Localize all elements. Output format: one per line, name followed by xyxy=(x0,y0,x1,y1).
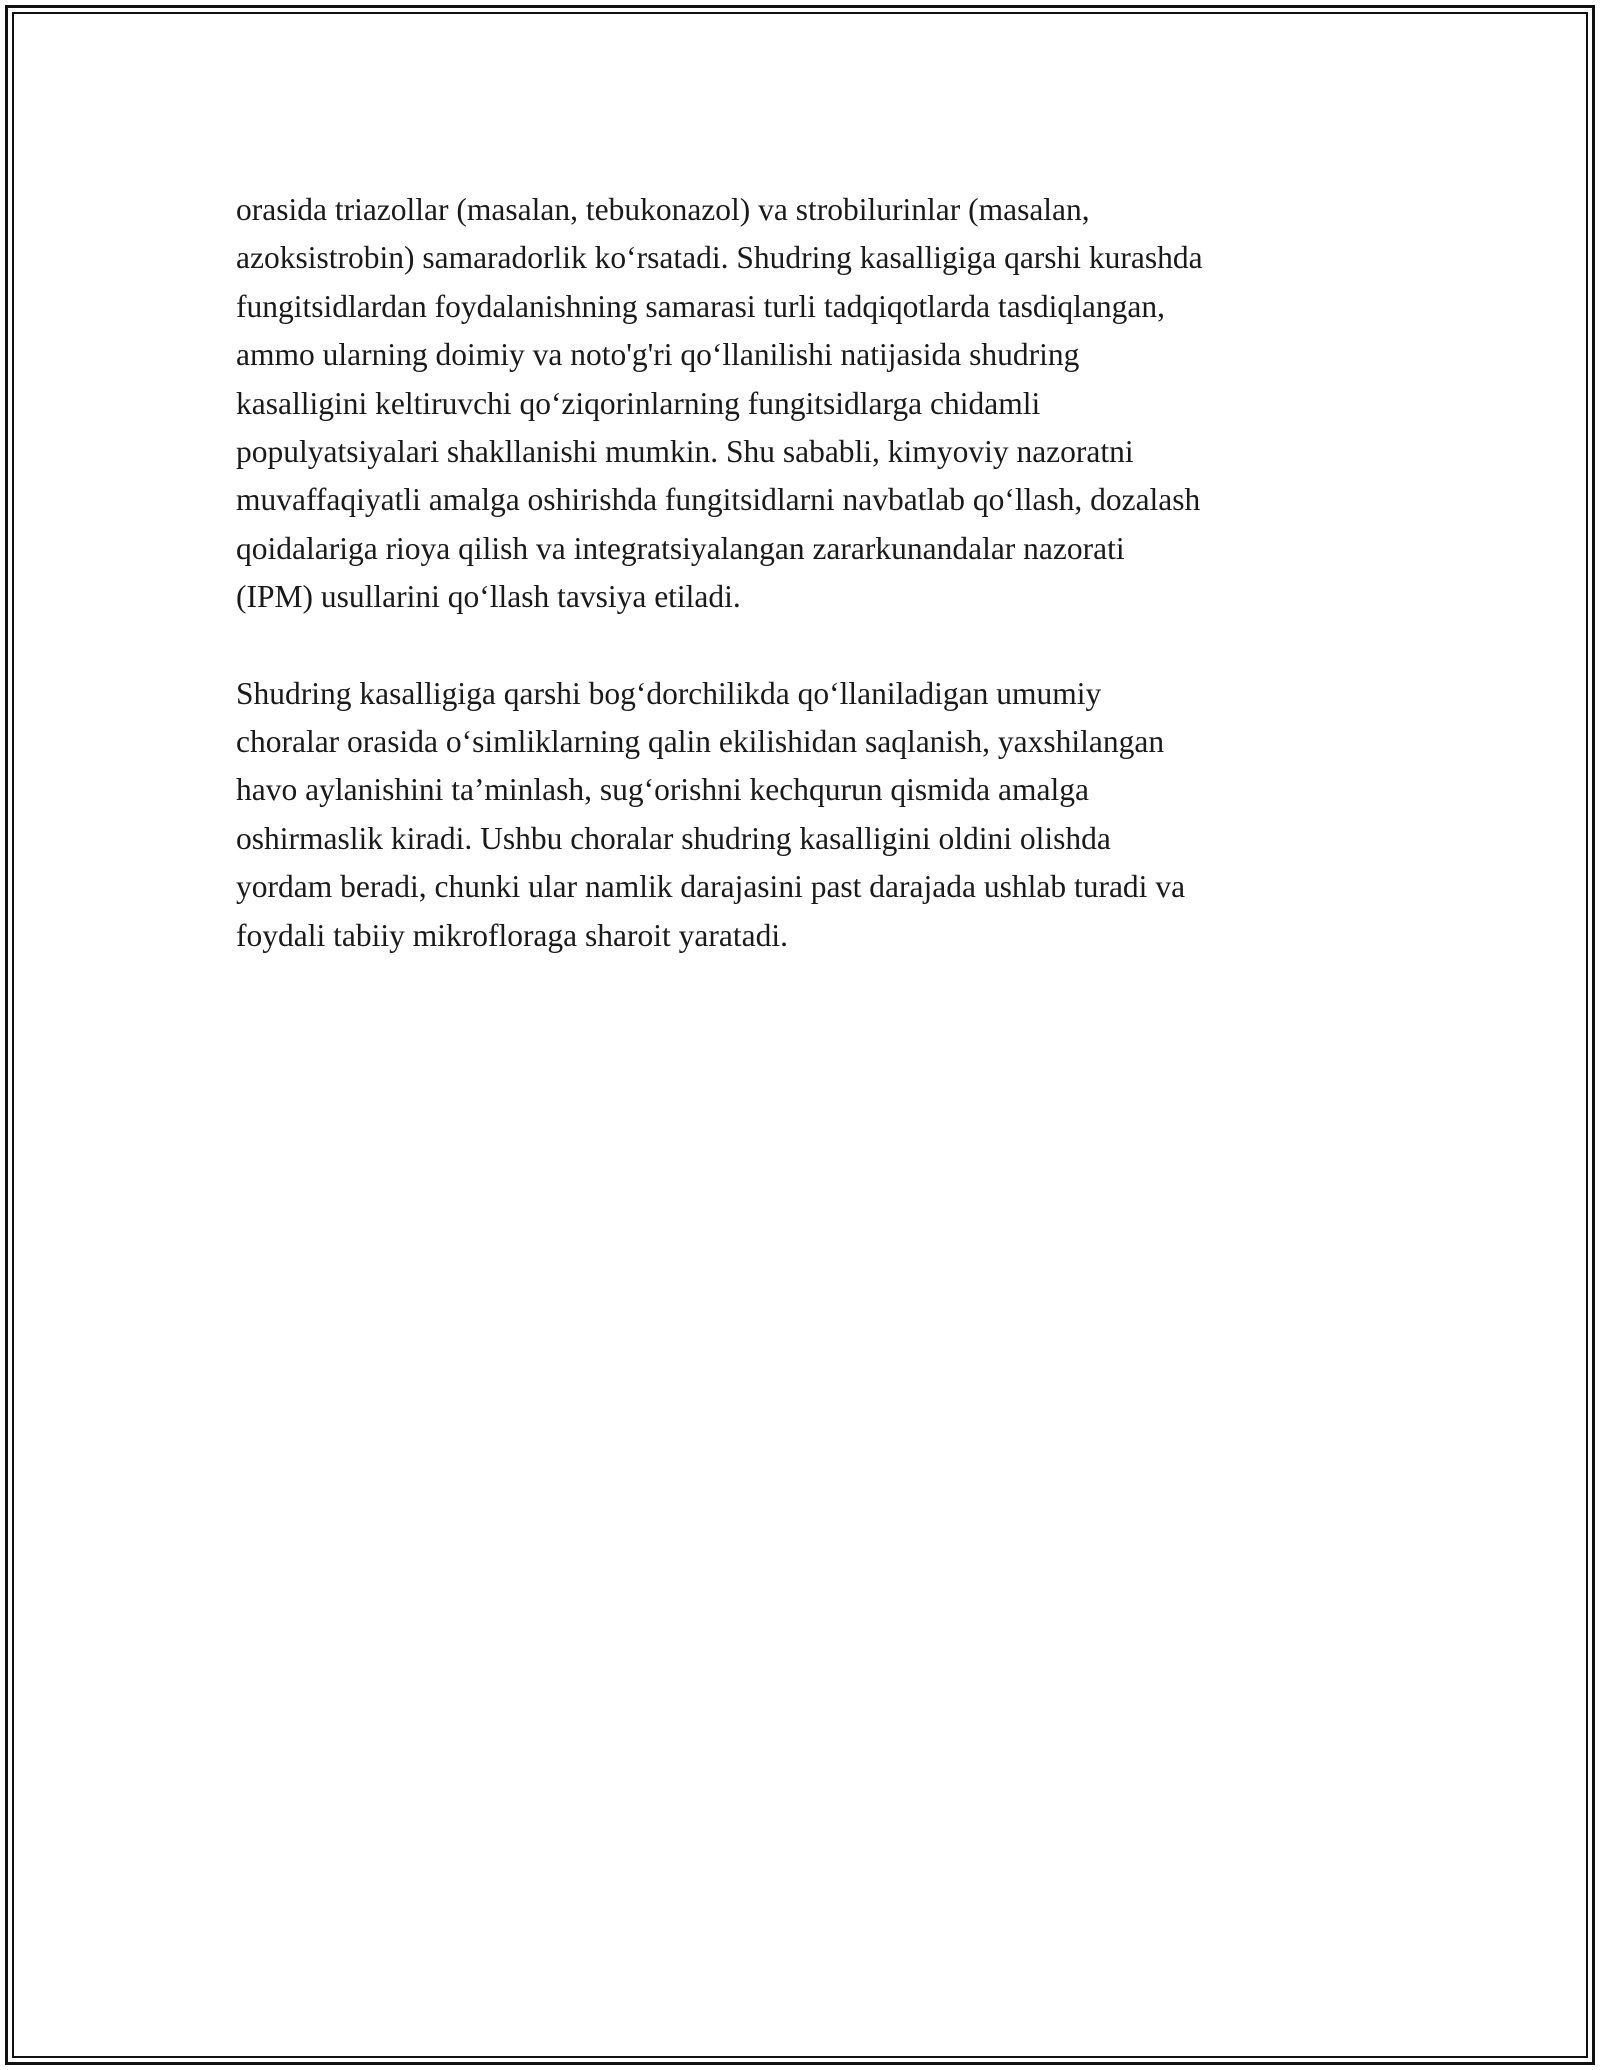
paragraph-horticulture-measures: Shudring kasalligiga qarshi bog‘dorchilikda qo‘llaniladigan umumiy choralar orasida o‘simliklarning qalin ekilishidan saqlanish, yaxshilangan havo aylanishini ta’minlash, sug‘orishni kechqurun qismida amalga oshirmaslik kiradi. Ushbu choralar shudring kasalligini oldini olishda yordam beradi, chunki ular namlik darajasini past darajada ushlab turadi va foydali tabiiy mikrofloraga sharoit yaratadi. xyxy=(236,675,1186,953)
paragraph-fungicides: orasida triazollar (masalan, tebukonazol) va strobilurinlar (masalan, azoksistrobin) samaradorlik ko‘rsatadi. Shudring kasalligiga qarshi kurashda fungitsidlardan foydalanishning samarasi turli tadqiqotlarda tasdiqlangan, ammo ularning doimiy va noto'g'ri qo‘llanilishi natijasida shudring kasalligini keltiruvchi qo‘ziqorinlarning fungitsidlarga chidamli populyatsiyalari shakllanishi mumkin. Shu sababli, kimyoviy nazoratni muvaffaqiyatli amalga oshirishda fungitsidlarni navbatlab qo‘llash, dozalash qoidalariga rioya qilish va integratsiyalangan zararkunandalar nazorati (IPM) usullarini qo‘llash tavsiya etiladi. xyxy=(236,192,1203,615)
page-body xyxy=(236,186,1366,960)
